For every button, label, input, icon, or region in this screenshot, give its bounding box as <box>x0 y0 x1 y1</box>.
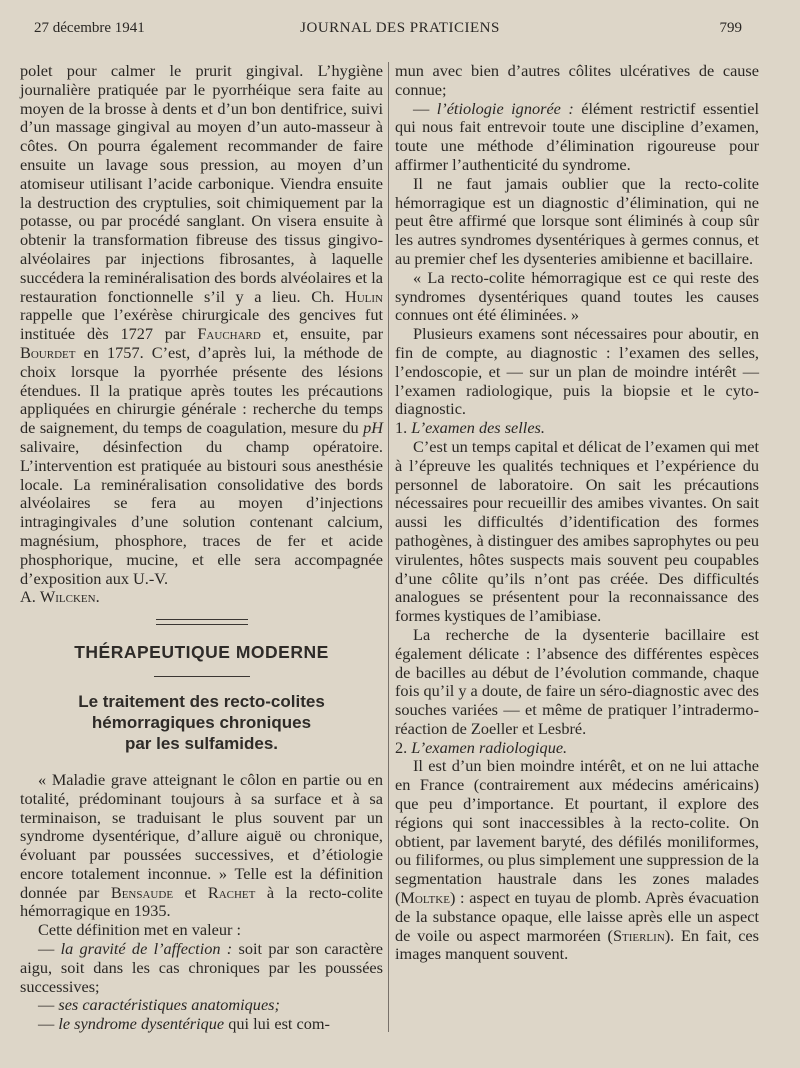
paragraph-radiology <box>395 757 759 964</box>
list-item-syndrome <box>20 1015 383 1034</box>
italic-term: le syndrome dysentérique <box>58 1014 225 1034</box>
paragraph-examinations: Plusieurs examens sont nécessaires pour aboutir, en fin de compte, au diagnostic : l’examen des selles, l’endoscopie, et — sur un plan de moindre intérêt — l’examen radiologique, puis la biopsie et le cyto-diagnostic. <box>395 324 759 419</box>
paragraph-continuation: mun avec bien d’autres côlites ulcératives de cause connue; <box>395 61 759 99</box>
list-item-gravity <box>20 940 383 996</box>
list-item-etiology <box>395 100 759 175</box>
title-rule <box>154 676 250 677</box>
running-head <box>0 0 800 60</box>
author-name: Moltke <box>400 888 450 908</box>
left-column <box>20 62 383 1034</box>
journal-title: JOURNAL DES PRATICIENS <box>300 20 500 36</box>
text-run: ) : aspect en tuyau de plomb. Après évacuation de la substance opaque, elle laisse après elle un aspect de voile ou aspect marmoréen ( <box>395 888 759 945</box>
italic-term: la gravité de l’affection : <box>60 939 233 959</box>
text-run: Il est d’un bien moindre intérêt, et on ne lui attache en France (contrairement aux médecins américains) que peu d’importance. Et pourtant, il explore des régions qui sont inaccessibles à la recto-colite. On obtient, par lavement baryté, des défilés moniliformes, ou filiformes, ou plus simplement une suppression de la segmentation haustrale dans les zones malades ( <box>395 756 760 908</box>
text-run: « Maladie grave atteignant le côlon en partie ou en totalité, prédominant toujours à sa surface et à sa terminaison, se traduisant le plus souvent par un syndrome dysentérique, d’allure aiguë ou chronique, évoluant par poussées successives, et d’étiologie encore totalement inconnue. » Telle est la définition donnée par <box>20 769 383 902</box>
list-item-anatomy <box>20 996 383 1015</box>
page-number: 799 <box>719 20 742 36</box>
signature-initial: A. <box>20 587 40 607</box>
author-name: Hulin <box>344 286 383 306</box>
paragraph-pyorrhea-treatment <box>20 62 383 588</box>
text-run: et <box>173 882 208 902</box>
dash: — <box>38 939 61 959</box>
subheading-radiology <box>395 739 759 758</box>
text-run: polet pour calmer le prurit gingival. L’hygiène journalière pratiquée par le pyorrhéique sera faite au moyen de la brosse à dents et d’un bon dentifrice, suivi d’un massage gingival au moyen d’un auto-masseur à côtes. On pourra également recommander de faire ensuite un lavage sous pression, au moyen d’un atomiseur utilisant l’acide carbonique. Viendra ensuite la destruction des cryptulies, soit chimiquement par la potasse, ou par procédé sanglant. On visera ensuite à obtenir la transformation fibreuse des tissus gingivo-alvéolaires par injections fibrosantes, à laquelle succédera la reminéralisation des bords alvéolaires et la restauration fonctionnelle s’il y a lieu. Ch. <box>20 61 383 306</box>
text-run: qui lui est com- <box>224 1014 330 1034</box>
dash: — <box>38 1014 59 1034</box>
subheading-text: L’examen des selles. <box>411 418 545 438</box>
text-run: soit par son caractère aigu, soit dans les cas chroniques par les poussées successives; <box>20 939 384 996</box>
signature-name: Wilcken. <box>39 587 100 607</box>
text-run: ). En fait, ces images manquent souvent. <box>395 925 759 964</box>
dash: — <box>413 98 437 118</box>
text-run: en 1757. C’est, d’après lui, la méthode de choix lorsque la pyorrhée présente des lésions étendues. Il la pratique après toutes les précautions appliquées en chirurgie générale : recherche du temps de saignement, du temps de coagulation, mesure du <box>20 342 383 438</box>
article-title-line: Le traitement des recto-colites <box>78 691 325 711</box>
author-name: Stierlin <box>612 925 665 945</box>
issue-date: 27 décembre 1941 <box>34 20 145 36</box>
article-title <box>20 691 383 754</box>
dash: — <box>38 995 59 1015</box>
text-run: et, ensuite, par <box>260 324 383 344</box>
text-run: élément restrictif essentiel qui nous fait entrevoir toute une discipline d’examen, toute une méthode d’élimination rigoureuse pour affirmer l’authenticité du syndrome. <box>395 98 759 174</box>
section-title: THÉRAPEUTIQUE MODERNE <box>74 642 329 663</box>
text-run: à la recto-colite hémorragique en 1935. <box>20 882 384 921</box>
author-name: Fauchard <box>197 324 261 344</box>
subheading-text: L’examen radiologique. <box>411 737 568 757</box>
ph-term: pH <box>363 418 383 438</box>
column-divider <box>388 62 389 1032</box>
italic-term: l’étiologie ignorée : <box>436 98 574 118</box>
paragraph-intro-list: Cette définition met en valeur : <box>38 920 241 940</box>
author-name: Rachet <box>207 882 256 902</box>
author-name: Bourdet <box>20 342 76 362</box>
article-title-line: par les sulfamides. <box>124 733 279 753</box>
article-signature <box>20 588 383 607</box>
paragraph-quote: « La recto-colite hémorragique est ce qui reste des syndromes dysentériques quand toutes les causes connues ont été éliminées. » <box>395 267 759 325</box>
text-run: rappelle que l’exérèse chirurgicale des gencives fut instituée dès 1727 par <box>20 305 383 344</box>
double-rule-divider <box>156 619 248 625</box>
right-column <box>395 62 759 964</box>
article-title-line: hémorragiques chroniques <box>91 712 312 732</box>
subheading-number: 1. <box>395 418 412 438</box>
author-name: Bensaude <box>110 882 174 902</box>
subheading-number: 2. <box>395 737 412 757</box>
italic-term: ses caractéristiques anatomiques; <box>58 995 280 1015</box>
subheading-stool-exam <box>395 419 759 438</box>
paragraph-elimination: Il ne faut jamais oublier que la recto-colite hémorragique est un diagnostic d’élimination, qui ne peut être affirmé que lorsque sont éliminés à coup sûr les autres syndromes dysentériques à germes connus, et au premier chef les dysenteries amibienne et bacillaire. <box>395 173 759 268</box>
text-run: salivaire, désinfection du champ opératoire. L’intervention est pratiquée au bistouri sous anesthésie locale. La reminéralisation consolidative des bords alvéolaires se fera au moyen d’injections intragingivales d’une solution contenant calcium, magnésium, phosphore, traces de fer et acide phosphorique, mucine, et elle sera accompagnée d’exposition aux U.-V. <box>20 436 383 588</box>
paragraph-bacillary: La recherche de la dysenterie bacillaire est également délicate : l’absence des différentes espèces de bacilles au début de l’évolution commande, chaque fois qu’il y a doute, de faire un séro-diagnostic avec des souches variées — et même de pratiquer l’intradermo-réaction de Zoeller et Lesbré. <box>395 624 759 738</box>
paragraph-definition <box>20 771 383 921</box>
paragraph-stool-exam: C’est un temps capital et délicat de l’examen qui met à l’épreuve les qualités techniques et l’expérience du personnel de laboratoire. On sait les précautions nécessaires pour recueillir des amibes vivantes. On sait aussi les difficultés d’identification des formes pathogènes, à distinguer des amibes saprophytes ou peu virulentes, hôtes suspects mais souvent peu coupables d’une côlite qu’ils n’ont pas créée. Des difficultés analogues se présentent pour la reconnaissance des formes kystiques de l’amibiase. <box>395 436 759 626</box>
